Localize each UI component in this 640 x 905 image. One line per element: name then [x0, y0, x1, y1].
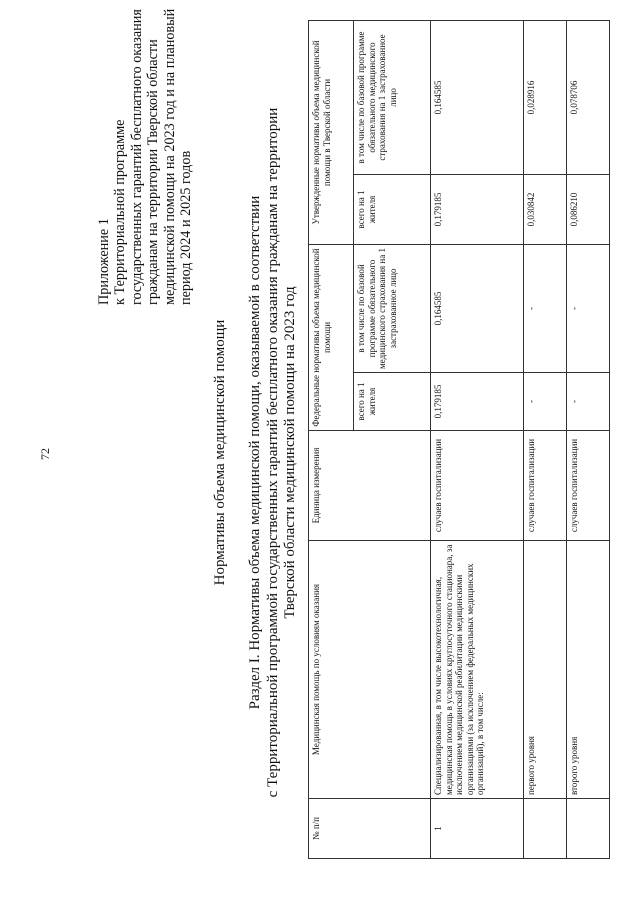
cell-fed-base: -: [567, 244, 610, 372]
cell-fed-base: -: [524, 244, 567, 372]
cell-app-base: 0,078706: [567, 20, 610, 174]
table-row: [431, 20, 524, 858]
norms-table: [308, 20, 610, 859]
header-row: [309, 20, 354, 858]
cell-num: [524, 799, 567, 859]
cell-app-total: 0,030842: [524, 174, 567, 244]
appendix-block: [96, 8, 195, 305]
cell-care: Специализированная, в том числе высокотехнологичная, медицинская помощь в условиях круглосуточного стационара, за исключением медицинской реабилитации медицинскими организациями (за исключением федеральных медицинских организаций), в том числе:: [431, 541, 524, 799]
header-federal: Федеральные нормативы объема медицинской помощи: [309, 244, 354, 430]
main-title: Нормативы объема медицинской помощи: [212, 319, 228, 586]
appendix-line: Приложение 1: [96, 218, 112, 305]
appendix-line: период 2024 и 2025 годов: [178, 150, 195, 305]
appendix-line: к Территориальной программе: [112, 119, 129, 305]
cell-fed-total: 0,179185: [431, 373, 524, 431]
section-title-line: с Территориальной программой государственных гарантий бесплатного оказания гражданам на территории: [264, 107, 281, 798]
appendix-line: гражданам на территории Тверской области: [145, 39, 162, 305]
section-title-line: Раздел I. Нормативы объема медицинской помощи, оказываемой в соответствии: [247, 195, 263, 710]
cell-unit: случаев госпитализации: [431, 431, 524, 541]
cell-app-total: 0,179185: [431, 174, 524, 244]
cell-num: 1: [431, 799, 524, 859]
header-care: Медицинская помощь по условиям оказания: [309, 541, 431, 799]
cell-fed-base: 0,164585: [431, 244, 524, 372]
cell-care: первого уровня: [524, 541, 567, 799]
cell-app-total: 0,086210: [567, 174, 610, 244]
appendix-line: государственных гарантий бесплатного оказания: [128, 9, 145, 305]
header-num: № п/п: [309, 799, 431, 859]
cell-fed-total: -: [524, 373, 567, 431]
section-title: [247, 0, 300, 905]
header-fed-total: всего на 1 жителя: [354, 373, 431, 431]
header-approved: Утвержденные нормативы объема медицинской помощи в Тверской области: [309, 20, 354, 244]
appendix-line: медицинской помощи на 2023 год и на плановый: [161, 8, 178, 305]
cell-unit: случаев госпитализации: [524, 431, 567, 541]
cell-num: [567, 799, 610, 859]
header-app-base: в том числе по базовой программе обязательного медицинского страхования на 1 застрахованное лицо: [354, 20, 431, 174]
header-unit: Единица измерения: [309, 431, 431, 541]
cell-app-base: 0,028916: [524, 20, 567, 174]
header-app-total: всего на 1 жителя: [354, 174, 431, 244]
table-row: [524, 20, 567, 858]
cell-fed-total: -: [567, 373, 610, 431]
table-row: [567, 20, 610, 858]
section-title-line: Тверской области медицинской помощи на 2023 год: [282, 286, 298, 619]
header-fed-base: в том числе по базовой программе обязательного медицинского страхования на 1 застрахованное лицо: [354, 244, 431, 372]
page-number: 72: [38, 448, 52, 460]
cell-app-base: 0,164585: [431, 20, 524, 174]
cell-unit: случаев госпитализации: [567, 431, 610, 541]
cell-care: второго уровня: [567, 541, 610, 799]
